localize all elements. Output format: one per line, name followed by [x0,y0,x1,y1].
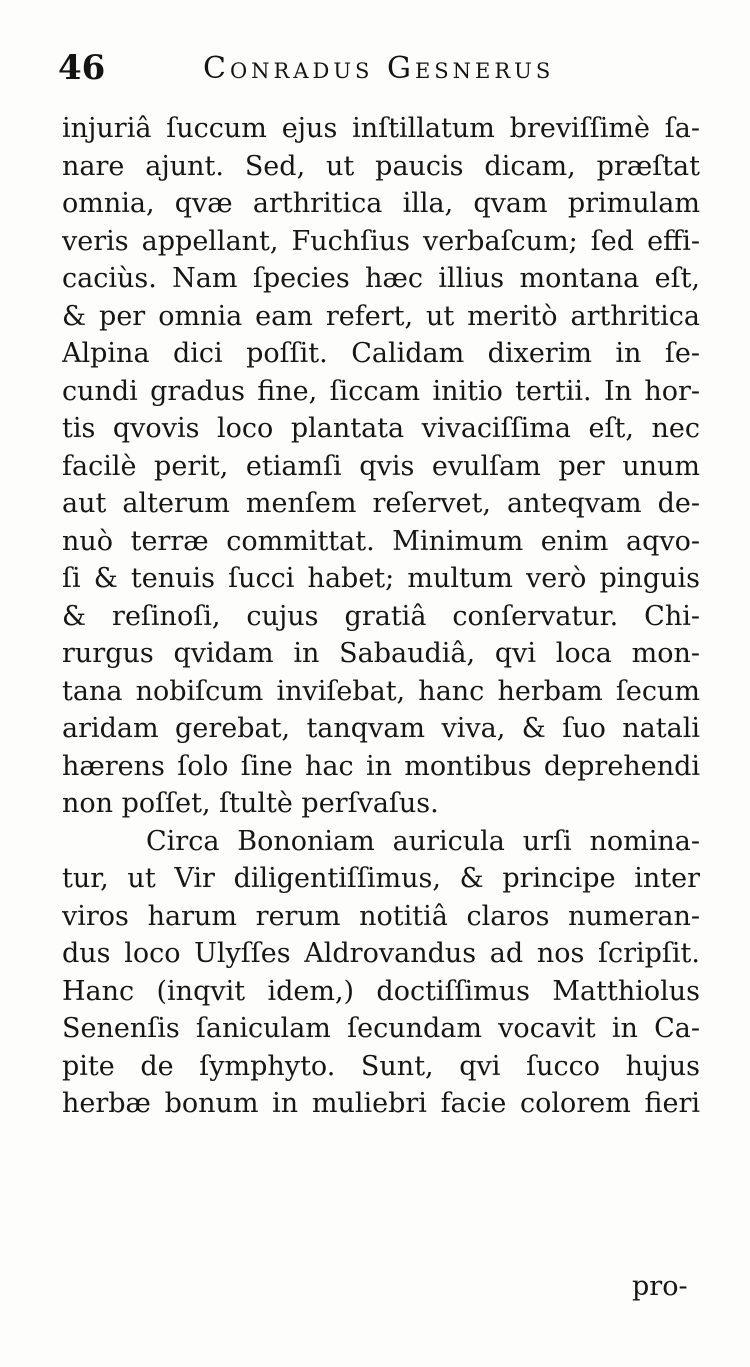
text-line: omnia, qvæ arthritica illa, qvam primulam [62,188,700,219]
text-line: veris appellant, Fuchſius verbaſcum; ſed effi- [62,225,700,257]
page-number: 46 [58,48,106,88]
text-line: pite de ſymphyto. Sunt, qvi ſucco hujus [62,1050,700,1082]
text-line: aut alterum menſem reſervet, anteqvam de- [62,488,700,519]
text-line: rurgus qvidam in Sabaudiâ, qvi loca mon- [62,638,700,669]
text-line: facilè perit, etiamſi qvis evulſam per unum [62,450,700,482]
text-line: Senenſis ſaniculam ſecundam vocavit in Ca- [62,1013,700,1044]
text-line: ſi & tenuis ſucci habet; multum verò pinguis [62,563,700,594]
text-line: Alpina dici poſſit. Calidam dixerim in ſe- [62,338,700,369]
text-line: Circa Bononiam auricula urſi nomina- [146,825,700,857]
page-header [58,48,618,96]
text-line: non poſſet, ſtultè perſvaſus. [62,788,439,819]
text-line: injuriâ ſuccum ejus inſtillatum breviſſimè ſa- [62,113,700,144]
text-line: tis qvovis loco plantata vivaciſſima eſt, nec [62,413,700,444]
text-line: dus loco Ulyſſes Aldrovandus ad nos ſcripſit. [62,938,700,969]
text-line: hærens ſolo ſine hac in montibus deprehendi [62,750,700,782]
text-line: & per omnia eam refert, ut meritò arthritica [62,300,700,332]
text-line: & reſinoſi, cujus gratiâ conſervatur. Chi- [62,600,700,632]
text-line: nare ajunt. Sed, ut paucis dicam, præſtat [62,150,700,182]
text-line: aridam gerebat, tanqvam viva, & ſuo natali [62,713,700,744]
text-line: tur, ut Vir diligentiſſimus, & principe inter [62,863,700,894]
text-line: herbæ bonum in muliebri facie colorem fieri [62,1088,700,1119]
text-line: caciùs. Nam ſpecies hæc illius montana eſt, [62,263,700,294]
running-head: Conradus Gesnerus [203,51,555,86]
body-text [62,110,700,1123]
catchword: pro- [632,1271,688,1302]
text-line: cundi gradus fine, ſiccam initio tertii. In hor- [62,375,700,407]
text-line: viros harum rerum notitiâ claros numeran- [62,900,700,932]
text-line: tana nobiſcum inviſebat, hanc herbam ſecum [62,675,700,707]
text-line: nuò terræ committat. Minimum enim aqvo- [62,525,700,557]
text-line: Hanc (inqvit idem,) doctiſſimus Matthiolus [62,975,700,1007]
paragraph-1 [62,110,700,823]
paragraph-2 [62,823,700,1123]
